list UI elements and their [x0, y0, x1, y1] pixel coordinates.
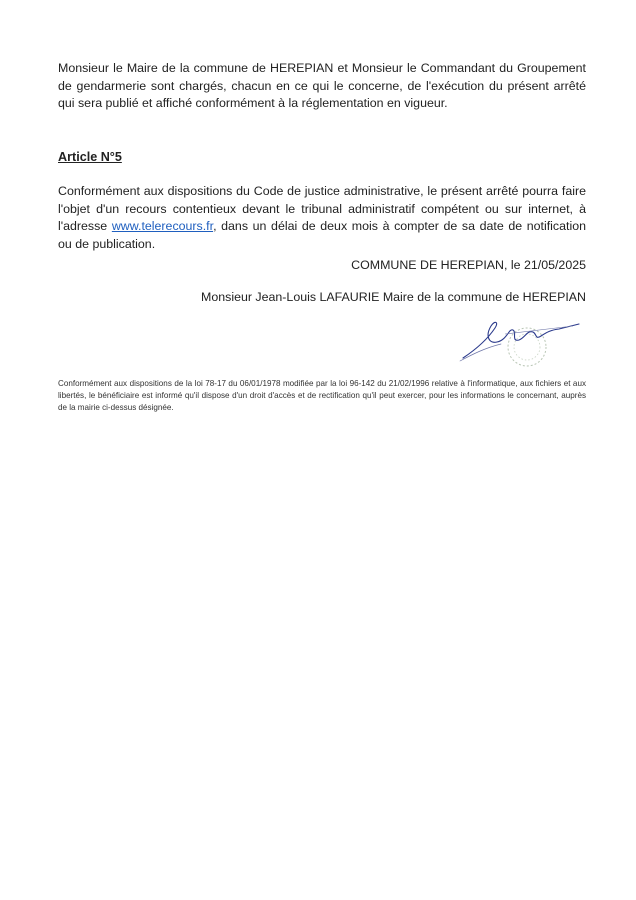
article-5-text-before-link: Conformément aux dispositions du Code de justice administrative, le présent arrêté pourra faire l'objet d'un recours contentieux devant le tribunal administratif compétent ou sur internet, à l'adresse: [58, 184, 586, 233]
data-protection-footnote: Conformément aux dispositions de la loi 78-17 du 06/01/1978 modifiée par la loi 96-142 du 21/02/1996 relative à l'informatique, aux fichiers et aux libertés, le bénéficiaire est informé qu'il dispose d'un droit d'accès et de rectification qu'il peut exercer, pour les informations le concernant, auprès de la mairie ci-dessus désignée.: [58, 379, 586, 412]
signatory-line: Monsieur Jean-Louis LAFAURIE Maire de la commune de HEREPIAN: [201, 290, 586, 304]
execution-paragraph: Monsieur le Maire de la commune de HEREPIAN et Monsieur le Commandant du Groupement de gendarmerie sont chargés, chacun en ce qui le concerne, de l'exécution du présent arrêté qui sera publié et affiché conformément à la réglementation en vigueur.: [58, 61, 586, 110]
handwritten-signature-icon: [455, 314, 585, 374]
article-5-paragraph: [58, 183, 586, 253]
signature-and-stamp: [455, 314, 585, 374]
telerecours-link[interactable]: www.telerecours.fr: [111, 219, 214, 233]
article-5-text-after-link: , dans un délai de deux mois à compter de sa date de notification ou de publication.: [58, 219, 586, 251]
article-5-heading: Article N°5: [58, 150, 122, 164]
place-date: COMMUNE DE HEREPIAN, le 21/05/2025: [351, 258, 586, 272]
